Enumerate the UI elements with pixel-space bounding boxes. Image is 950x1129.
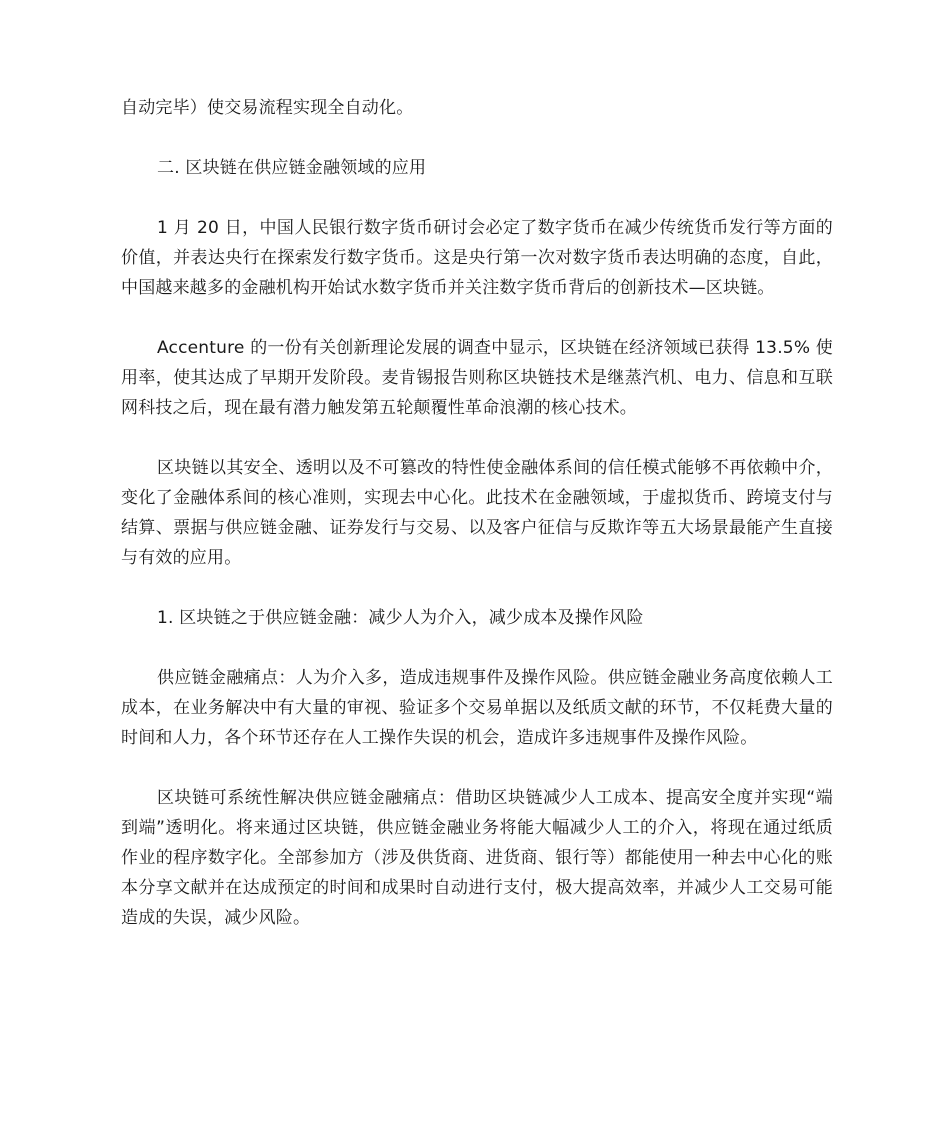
paragraph: 区块链可系统性解决供应链金融痛点：借助区块链减少人工成本、提高安全度并实现“端到端”透明化。将来通过区块链，供应链金融业务将能大幅减少人工的介入，将现在通过纸质作业的程序数字化。全部参加方（涉及供货商、进货商、银行等）都能使用一种去中心化的账本分享文献并在达成预定的时间和成果时自动进行支付，极大提高效率，并减少人工交易可能造成的失误，减少风险。 (121, 788, 833, 928)
document-body (121, 93, 833, 963)
section-heading: 二. 区块链在供应链金融领域的应用 (157, 158, 427, 178)
subsection-heading: 1. 区块链之于供应链金融：减少人为介入，减少成本及操作风险 (157, 608, 644, 628)
paragraph-continuation: 自动完毕）使交易流程实现全自动化。 (121, 98, 414, 118)
paragraph: 1 月 20 日，中国人民银行数字货币研讨会必定了数字货币在减少传统货币发行等方面的价值，并表达央行在探索发行数字货币。这是央行第一次对数字货币表达明确的态度，自此，中国越来越多的金融机构开始试水数字货币并关注数字货币背后的创新技术—区块链。 (121, 218, 833, 298)
paragraph: Accenture 的一份有关创新理论发展的调查中显示，区块链在经济领域已获得 13.5% 使用率，使其达成了早期开发阶段。麦肯锡报告则称区块链技术是继蒸汽机、电力、信息和互联网科技之后，现在最有潜力触发第五轮颠覆性革命浪潮的核心技术。 (121, 338, 833, 418)
paragraph: 供应链金融痛点：人为介入多，造成违规事件及操作风险。供应链金融业务高度依赖人工成本，在业务解决中有大量的审视、验证多个交易单据以及纸质文献的环节，不仅耗费大量的时间和人力，各个环节还存在人工操作失误的机会，造成许多违规事件及操作风险。 (121, 668, 833, 748)
paragraph: 区块链以其安全、透明以及不可篡改的特性使金融体系间的信任模式能够不再依赖中介，变化了金融体系间的核心准则，实现去中心化。此技术在金融领域，于虚拟货币、跨境支付与结算、票据与供应链金融、证券发行与交易、以及客户征信与反欺诈等五大场景最能产生直接与有效的应用。 (121, 458, 833, 568)
